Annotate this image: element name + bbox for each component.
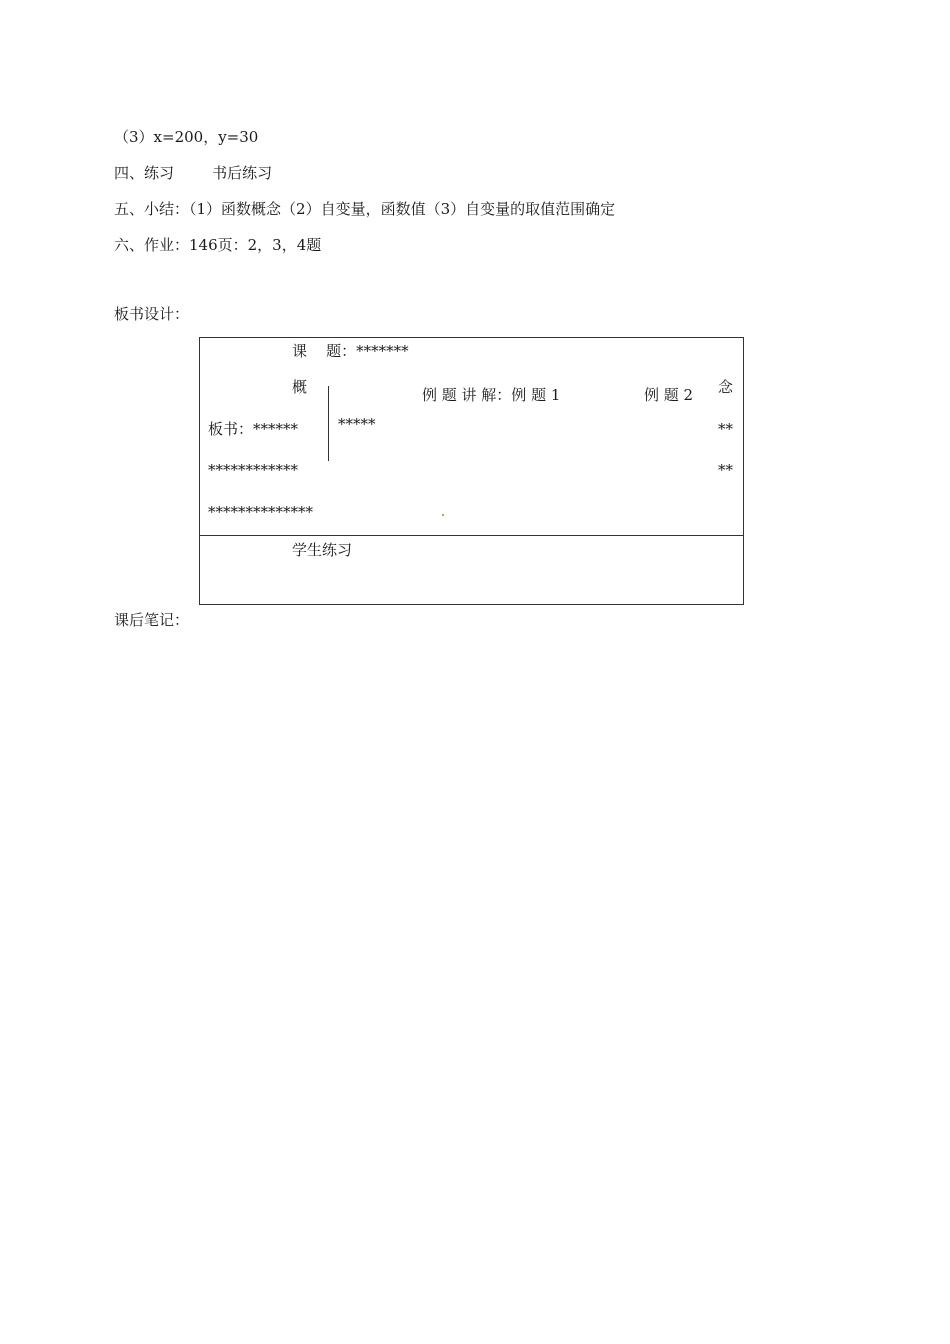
practice-line: 四、练习 书后练习	[114, 164, 273, 182]
board-examples: 例 题 讲 解：例 题 1	[422, 386, 561, 404]
board-column-divider	[328, 386, 329, 461]
summary-line: 五、小结：（1）函数概念（2）自变量，函数值（3）自变量的取值范围确定	[114, 200, 616, 218]
homework-line: 六、作业：146页：2，3，4题	[114, 236, 322, 254]
board-example-2: 例 题 2	[644, 386, 694, 404]
answer-line-3: （3）x=200，y=30	[114, 128, 259, 146]
board-stars-middle: *****	[338, 415, 376, 433]
after-class-notes-heading: 课后笔记：	[114, 611, 190, 629]
stray-mark	[442, 514, 444, 516]
board-student-practice: 学生练习	[292, 541, 353, 559]
board-stars-left-1: ************	[208, 461, 298, 479]
board-stars-left-2: **************	[208, 503, 313, 521]
board-label: 板书：******	[208, 420, 299, 438]
board-design-heading: 板书设计：	[114, 305, 190, 323]
board-design-table	[199, 337, 744, 605]
board-concept-right: 念	[718, 378, 734, 396]
board-row-divider	[200, 535, 743, 536]
board-stars-right-2: **	[718, 461, 733, 479]
board-topic: 课 题：*******	[292, 342, 409, 360]
board-concept-left: 概	[292, 378, 308, 396]
board-stars-right-1: **	[718, 420, 733, 438]
